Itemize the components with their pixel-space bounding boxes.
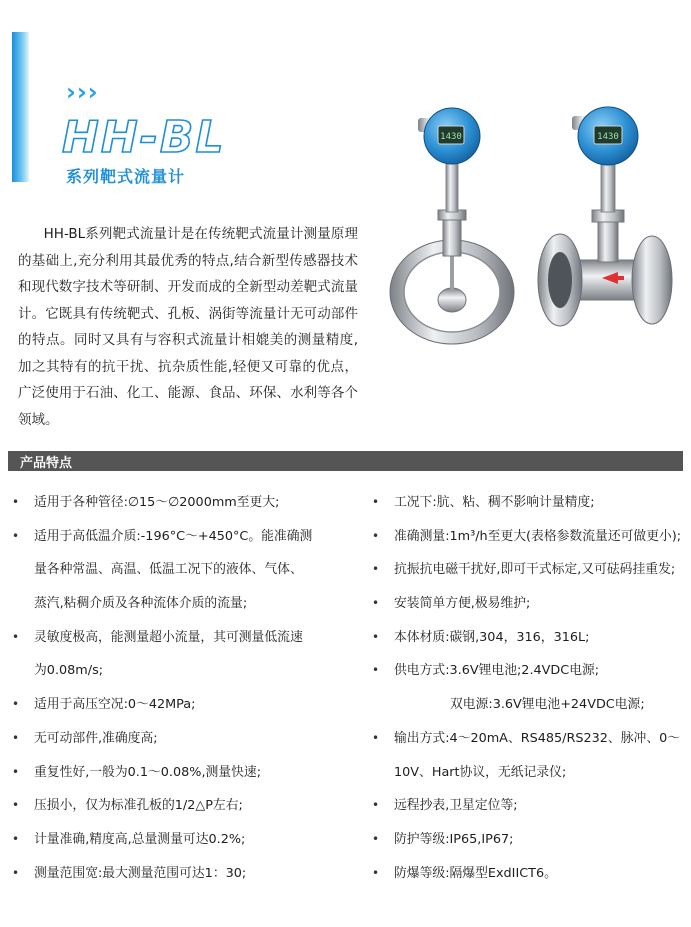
feature-item: • 无可动部件,准确度高; bbox=[12, 722, 352, 756]
chevron-right-icon: ››› bbox=[66, 78, 99, 106]
feature-item-continued: 双电源:3.6V锂电池+24VDC电源; bbox=[450, 697, 645, 713]
bullet-icon: • bbox=[372, 528, 380, 543]
feature-item: • 安装简单方便,极易维护; bbox=[372, 587, 684, 621]
feature-item: • 输出方式:4～20mA、RS485/RS232、脉冲、0～ bbox=[372, 722, 684, 756]
bullet-icon: • bbox=[372, 495, 380, 509]
feature-item: • 工况下:肮、粘、稠不影响计量精度; bbox=[372, 486, 684, 520]
bullet-icon: • bbox=[12, 629, 20, 644]
feature-item: • 测量范围宽:最大测量范围可达1：30; bbox=[12, 857, 352, 891]
feature-item: • 抗振抗电磁干扰好,即可干式标定,又可砝码挂重发; bbox=[372, 553, 684, 587]
bullet-icon: • bbox=[12, 697, 20, 712]
section-header-bar bbox=[8, 451, 683, 471]
feature-item: • 准确测量:1m³/h至更大(表格参数流量还可做更小); bbox=[372, 520, 684, 554]
feature-item: • 灵敏度极高，能测量超小流量，其可测量低流速 bbox=[12, 621, 352, 655]
wafer-flowmeter bbox=[390, 108, 514, 344]
bullet-icon: • bbox=[372, 562, 380, 577]
feature-item: • 防护等级:IP65,IP67; bbox=[372, 823, 684, 857]
right-display-readout: 1430 bbox=[597, 132, 619, 142]
bullet-icon: • bbox=[372, 831, 380, 846]
bullet-icon: • bbox=[372, 663, 380, 678]
bullet-icon: • bbox=[12, 831, 20, 846]
features-right-list bbox=[372, 486, 684, 890]
bullet-icon: • bbox=[372, 596, 380, 611]
left-display-readout: 1430 bbox=[440, 132, 462, 142]
features-left-list bbox=[12, 486, 352, 890]
product-subtitle: 系列靶式流量计 bbox=[66, 167, 186, 186]
bullet-icon: • bbox=[12, 865, 20, 880]
bullet-icon: • bbox=[12, 730, 20, 745]
bullet-icon: • bbox=[372, 798, 380, 813]
feature-item-continued: 蒸汽,粘稠介质及各种流体介质的流量; bbox=[34, 596, 248, 612]
intro-paragraph: HH-BL系列靶式流量计是在传统靶式流量计测量原理的基础上,充分利用其最优秀的特点,结合新型传感器技术和现代数字技术等研制、开发而成的全新型动差靶式流量计。它既具有传统靶式、孔板、涡街等流量计无可动部件的特点。同时又具有与容积式流量计相媲美的测量精度,加之其特有的抗干扰、抗杂质性能,轻便又可靠的优点，广泛使用于石油、化工、能源、食品、环保、水利等各个领域。 bbox=[18, 226, 358, 428]
feature-item: • 远程抄表,卫星定位等; bbox=[372, 789, 684, 823]
feature-item: • 压损小，仅为标准孔板的1/2△P左右; bbox=[12, 789, 352, 823]
bullet-icon: • bbox=[372, 629, 380, 644]
feature-item: • 供电方式:3.6V锂电池;2.4VDC电源; bbox=[372, 654, 684, 688]
flowmeter-product-photo bbox=[380, 100, 680, 350]
feature-item: • 本体材质:碳钢,304，316，316L; bbox=[372, 621, 684, 655]
feature-item: • 适用于高低温介质:-196°C～+450°C。能准确测 bbox=[12, 520, 352, 554]
bullet-icon: • bbox=[12, 528, 20, 543]
bullet-icon: • bbox=[12, 798, 20, 813]
accent-bar bbox=[12, 32, 29, 182]
model-title: HH-BL bbox=[62, 112, 226, 163]
bullet-icon: • bbox=[12, 764, 20, 779]
bullet-icon: • bbox=[12, 495, 20, 509]
flanged-flowmeter bbox=[538, 107, 672, 326]
bullet-icon: • bbox=[372, 730, 380, 745]
bullet-icon: • bbox=[372, 865, 380, 880]
feature-item-continued: 量各种常温、高温、低温工况下的液体、气体、 bbox=[34, 562, 303, 578]
feature-item: • 重复性好,一般为0.1～0.08%,测量快速; bbox=[12, 756, 352, 790]
feature-item-continued: 10V、Hart协议，无纸记录仪; bbox=[394, 764, 567, 780]
feature-item: • 计量准确,精度高,总量测量可达0.2%; bbox=[12, 823, 352, 857]
feature-item: • 适用于高压空况:0～42MPa; bbox=[12, 688, 352, 722]
feature-item: • 防爆等级:隔爆型ExdIICT6。 bbox=[372, 857, 684, 891]
feature-item: • 适用于各种管径:∅15～∅2000mm至更大; bbox=[12, 486, 352, 520]
section-title: 产品特点 bbox=[20, 456, 73, 471]
feature-item-continued: 为0.08m/s; bbox=[34, 663, 104, 679]
